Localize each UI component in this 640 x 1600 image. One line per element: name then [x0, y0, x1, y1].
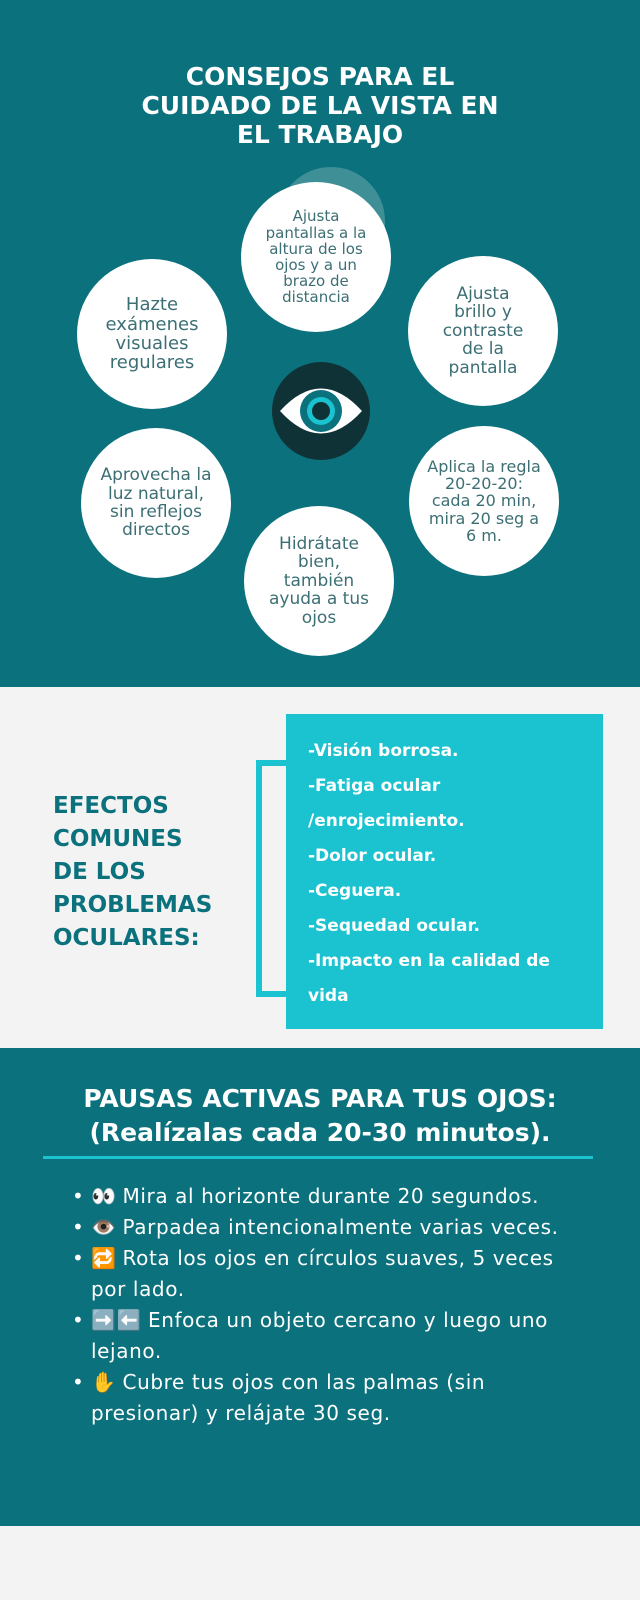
list-item-text: Parpadea intencionalmente varias veces.	[122, 1215, 559, 1239]
arrows-icon: ➡️⬅️	[91, 1308, 143, 1332]
list-item-text: Mira al horizonte durante 20 segundos.	[122, 1184, 540, 1208]
title-line-1: CONSEJOS PARA EL	[185, 62, 455, 91]
pausas-heading-line: PAUSAS ACTIVAS PARA TUS OJOS:	[83, 1084, 557, 1113]
list-item	[91, 1243, 591, 1305]
pausas-list	[91, 1181, 591, 1429]
pausas-heading	[0, 1082, 640, 1150]
effects-heading	[53, 790, 212, 955]
effect-line: -Ceguera.	[308, 881, 402, 901]
effect-line: -Dolor ocular.	[308, 846, 437, 866]
tip-circle-hydrate	[244, 506, 394, 656]
effect-line: vida	[308, 986, 349, 1006]
tip-text: Aplica la regla 20-20-20: cada 20 min, mira 20 seg a 6 m.	[427, 456, 541, 545]
repeat-icon: 🔁	[91, 1246, 117, 1270]
effects-heading-line: OCULARES:	[53, 925, 200, 951]
tip-circle-eye-exams	[77, 259, 227, 409]
pausas-heading-line: (Realízalas cada 20-30 minutos).	[89, 1118, 551, 1147]
effects-heading-line: DE LOS	[53, 859, 146, 885]
effect-line: -Fatiga ocular	[308, 776, 441, 796]
tip-text: Hidrátate bien, también ayuda a tus ojos	[269, 534, 369, 628]
divider	[43, 1156, 593, 1159]
tip-text: Ajusta brillo y contraste de la pantalla	[442, 284, 524, 378]
tip-circle-brightness	[408, 256, 558, 406]
effect-line: -Impacto en la calidad de	[308, 951, 550, 971]
list-item	[91, 1305, 591, 1367]
title-line-3: EL TRABAJO	[236, 120, 404, 149]
effects-list-box	[286, 714, 603, 1029]
tip-circle-screen-height	[241, 182, 391, 332]
tip-circle-natural-light	[81, 428, 231, 578]
list-item	[91, 1181, 591, 1212]
list-item	[91, 1212, 591, 1243]
list-item-text: Rota los ojos en círculos suaves, 5 veces por lado.	[91, 1246, 554, 1301]
effect-line: -Sequedad ocular.	[308, 916, 480, 936]
footer	[0, 1526, 640, 1600]
eye-icon	[272, 362, 370, 460]
effects-heading-line: COMUNES	[53, 826, 183, 852]
eyes-icon: 👀	[91, 1184, 117, 1208]
effects-heading-line: EFECTOS	[53, 793, 169, 819]
tip-circle-20-20-20	[409, 426, 559, 576]
tip-text: Ajusta pantallas a la altura de los ojos y a un brazo de distancia	[265, 207, 367, 307]
hand-icon: ✋	[91, 1370, 117, 1394]
page-title	[0, 62, 640, 149]
effect-line: /enrojecimiento.	[308, 811, 465, 831]
effect-line: -Visión borrosa.	[308, 741, 459, 761]
effects-heading-line: PROBLEMAS	[53, 892, 213, 918]
tip-text: Aprovecha la luz natural, sin reflejos directos	[100, 465, 212, 541]
eye-icon: 👁️	[91, 1215, 117, 1239]
list-item-text: Cubre tus ojos con las palmas (sin presionar) y relájate 30 seg.	[91, 1370, 486, 1425]
list-item	[91, 1367, 591, 1429]
tip-text: Hazte exámenes visuales regulares	[105, 294, 199, 374]
title-line-2: CUIDADO DE LA VISTA EN	[141, 91, 499, 120]
list-item-text: Enfoca un objeto cercano y luego uno lejano.	[91, 1308, 548, 1363]
